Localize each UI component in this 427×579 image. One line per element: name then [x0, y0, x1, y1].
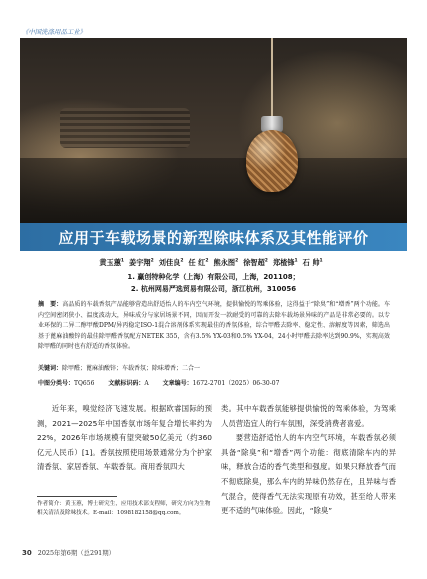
body-paragraph: 类。其中车载香氛能够提供愉悦的驾乘体验，为驾乘人员营造宜人的行车氛围，深受消费者喜爱。 [221, 404, 396, 428]
document-code: 文献标识码：A [108, 380, 149, 387]
diffuser-string [271, 38, 273, 120]
keywords-text: 除甲醛；蓖麻油酸锌；车载香氛；除味增香；二合一 [62, 365, 201, 372]
body-column-right [221, 402, 396, 519]
author-name: 石 帅$^1$ [302, 258, 323, 267]
author-affiliation-mark: 1 [294, 258, 298, 264]
affiliation-1: 1. 赢创特种化学（上海）有限公司，上海，201108； [127, 273, 300, 281]
author-footnote: 作者简介：黄玉蕙，博士研究生，应用技术部支程师，研究方向为生物相关清洁及除味技术。E-mail：1098182158@qq.com。 [37, 501, 211, 516]
hero-image [20, 38, 407, 251]
abstract-text: 高品质的车载香氛产品能够营造出舒适怡人的车内空气环境，提供愉悦的驾乘体验，这得益于“除臭”和“增香”两个功能。车内空间密闭狭小、温度波动大，异味成分与家居场景不同，因而开发一款耐受的可靠的去除车载场景异味的产品是非常必要的。以专业环保的二异二醇甲酸DPM/异丙稳定ISO-1混合溶剂体系实现最佳的香氛体验，综合甲醛去除率、稳定性、溶解度等因素，筛选出基于蓖麻油酸锌的最佳除甲醛香氛配方NETEK 355，含有3.5% YX-03和0.5% YX-04，24小时甲醛去除率达到90.9%，实现高效除甲醛的同时也有舒适的香氛体验。 [38, 301, 390, 351]
author-affiliation-mark: 2 [264, 258, 268, 264]
author-affiliation-mark: 2 [205, 258, 209, 264]
author-name: 刘佳良$^2$ [158, 258, 184, 267]
footnote-rule [37, 496, 117, 497]
abstract [38, 300, 390, 353]
author-affiliation-mark: 1 [319, 258, 323, 264]
car-dashboard [20, 158, 407, 228]
author-affiliation-mark: 2 [235, 258, 239, 264]
body-column-left [37, 402, 212, 475]
author-name: 黄玉蕙$^1$ [99, 258, 125, 267]
author-name: 姜宇翔$^2$ [129, 258, 154, 267]
author-name: 熊永图$^2$ [213, 258, 239, 267]
abstract-label: 摘 要： [38, 301, 63, 308]
issue-info: 2025年第6期（总291期） [37, 549, 116, 557]
article-title: 应用于车载场景的新型除味体系及其性能评价 [58, 228, 369, 247]
author-list [0, 258, 427, 268]
journal-header: 《中国洗涤用品工业》 [22, 28, 86, 36]
page-footer [22, 548, 115, 557]
title-band [20, 223, 407, 251]
air-vent [60, 108, 190, 148]
body-paragraph: 要营造舒适怡人的车内空气环境，车载香氛必须具备“除臭”和“增香”两个功能：彻底清除车内的异味，释放合适的香气类型和强度。如果只释放香气而不彻底除臭，那么车内的异味仍然存在，且异味与香气混合，使得香气无法实现原有功效，甚至给人带来更不适的气味体验。因此，“除臭” [221, 433, 396, 516]
author-affiliation-mark: 2 [180, 258, 184, 264]
author-name: 任 红$^2$ [188, 258, 209, 267]
author-affiliation-mark: 1 [120, 258, 125, 264]
article-number: 文章编号：1672-2701（2025）06-30-07 [162, 380, 280, 387]
author-name: 徐智超$^2$ [243, 258, 268, 267]
affiliation-2: 2. 杭州网易严选贸易有限公司，浙江杭州，310056 [130, 285, 297, 293]
keywords [38, 363, 390, 372]
author-affiliation-mark: 2 [150, 258, 154, 264]
author-name: 郑楂锋$^1$ [272, 258, 298, 267]
page-number: 30 [22, 549, 32, 557]
clc-number: 中图分类号：TQ656 [38, 380, 95, 387]
car-aroma-diffuser-icon [246, 130, 298, 192]
keywords-label: 关键词： [38, 365, 63, 372]
classification-line [38, 378, 398, 387]
body-paragraph: 近年来，嗅觉经济飞速发展。根据欧睿国际的预测，2021—2025年中国香氛市场年复合增长率约为22%，2026年市场规模有望突破50亿美元（约360亿元人民币）[1]。香氛按照使用场景通常分为个护家清香氛、家居香氛、车载香氛。商用香氛四大 [37, 404, 212, 472]
